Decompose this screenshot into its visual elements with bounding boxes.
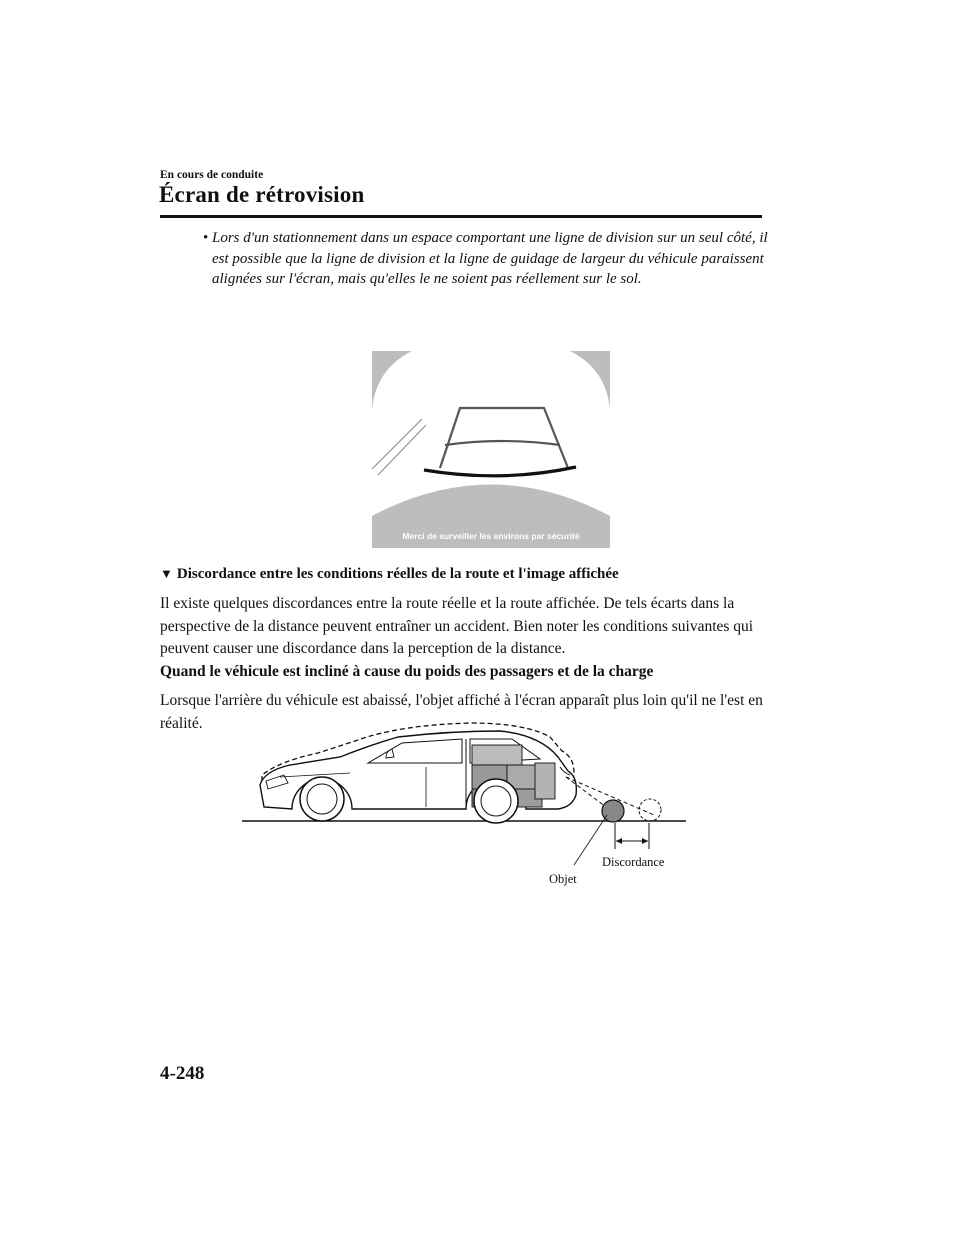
page-number: 4-248 xyxy=(160,1063,205,1084)
label-object: Objet xyxy=(549,872,577,886)
section-label: En cours de conduite xyxy=(160,169,264,181)
label-discordance: Discordance xyxy=(602,855,665,869)
screen-caption: Merci de surveiller les environs par sécurité xyxy=(402,531,580,541)
front-wheel xyxy=(300,777,344,821)
heading-text: Discordance entre les conditions réelles de la route et l'image affichée xyxy=(176,566,619,582)
page-title: Écran de rétrovision xyxy=(159,182,365,207)
bullet-marker: • xyxy=(203,230,209,246)
heading-marker: ▼ xyxy=(160,566,173,581)
bullet-item xyxy=(203,228,772,290)
condition-heading: Quand le véhicule est incliné à cause du poids des passagers et de la charge xyxy=(160,663,654,680)
title-rule xyxy=(160,215,762,218)
bullet-text: Lors d'un stationnement dans un espace comportant une ligne de division sur un seul côté, il est possible que la ligne de division et la ligne de guidage de largeur du véhicule paraissent alignées sur l'écran, mais qu'elles le ne soient pas réellement sur le sol. xyxy=(212,230,768,287)
arrowhead-left xyxy=(616,838,622,844)
object-actual xyxy=(602,800,624,822)
tilted-vehicle-figure xyxy=(240,715,690,895)
rear-wheel xyxy=(474,779,518,823)
condition-paragraph: Lorsque l'arrière du véhicule est abaissé, l'objet affiché à l'écran apparaît plus loin qu'il ne l'est en réalité. xyxy=(160,692,763,732)
object-apparent xyxy=(639,799,661,821)
rear-camera-screen-figure xyxy=(372,351,610,548)
section-heading xyxy=(160,566,619,583)
body-paragraph: Il existe quelques discordances entre la route réelle et la route affichée. De tels écarts dans la perspective de la distance peuvent entraîner un accident. Bien noter les conditions suivantes qui peuvent causer une discordance dans la perception de la distance. xyxy=(160,595,754,657)
arrowhead-right xyxy=(642,838,648,844)
